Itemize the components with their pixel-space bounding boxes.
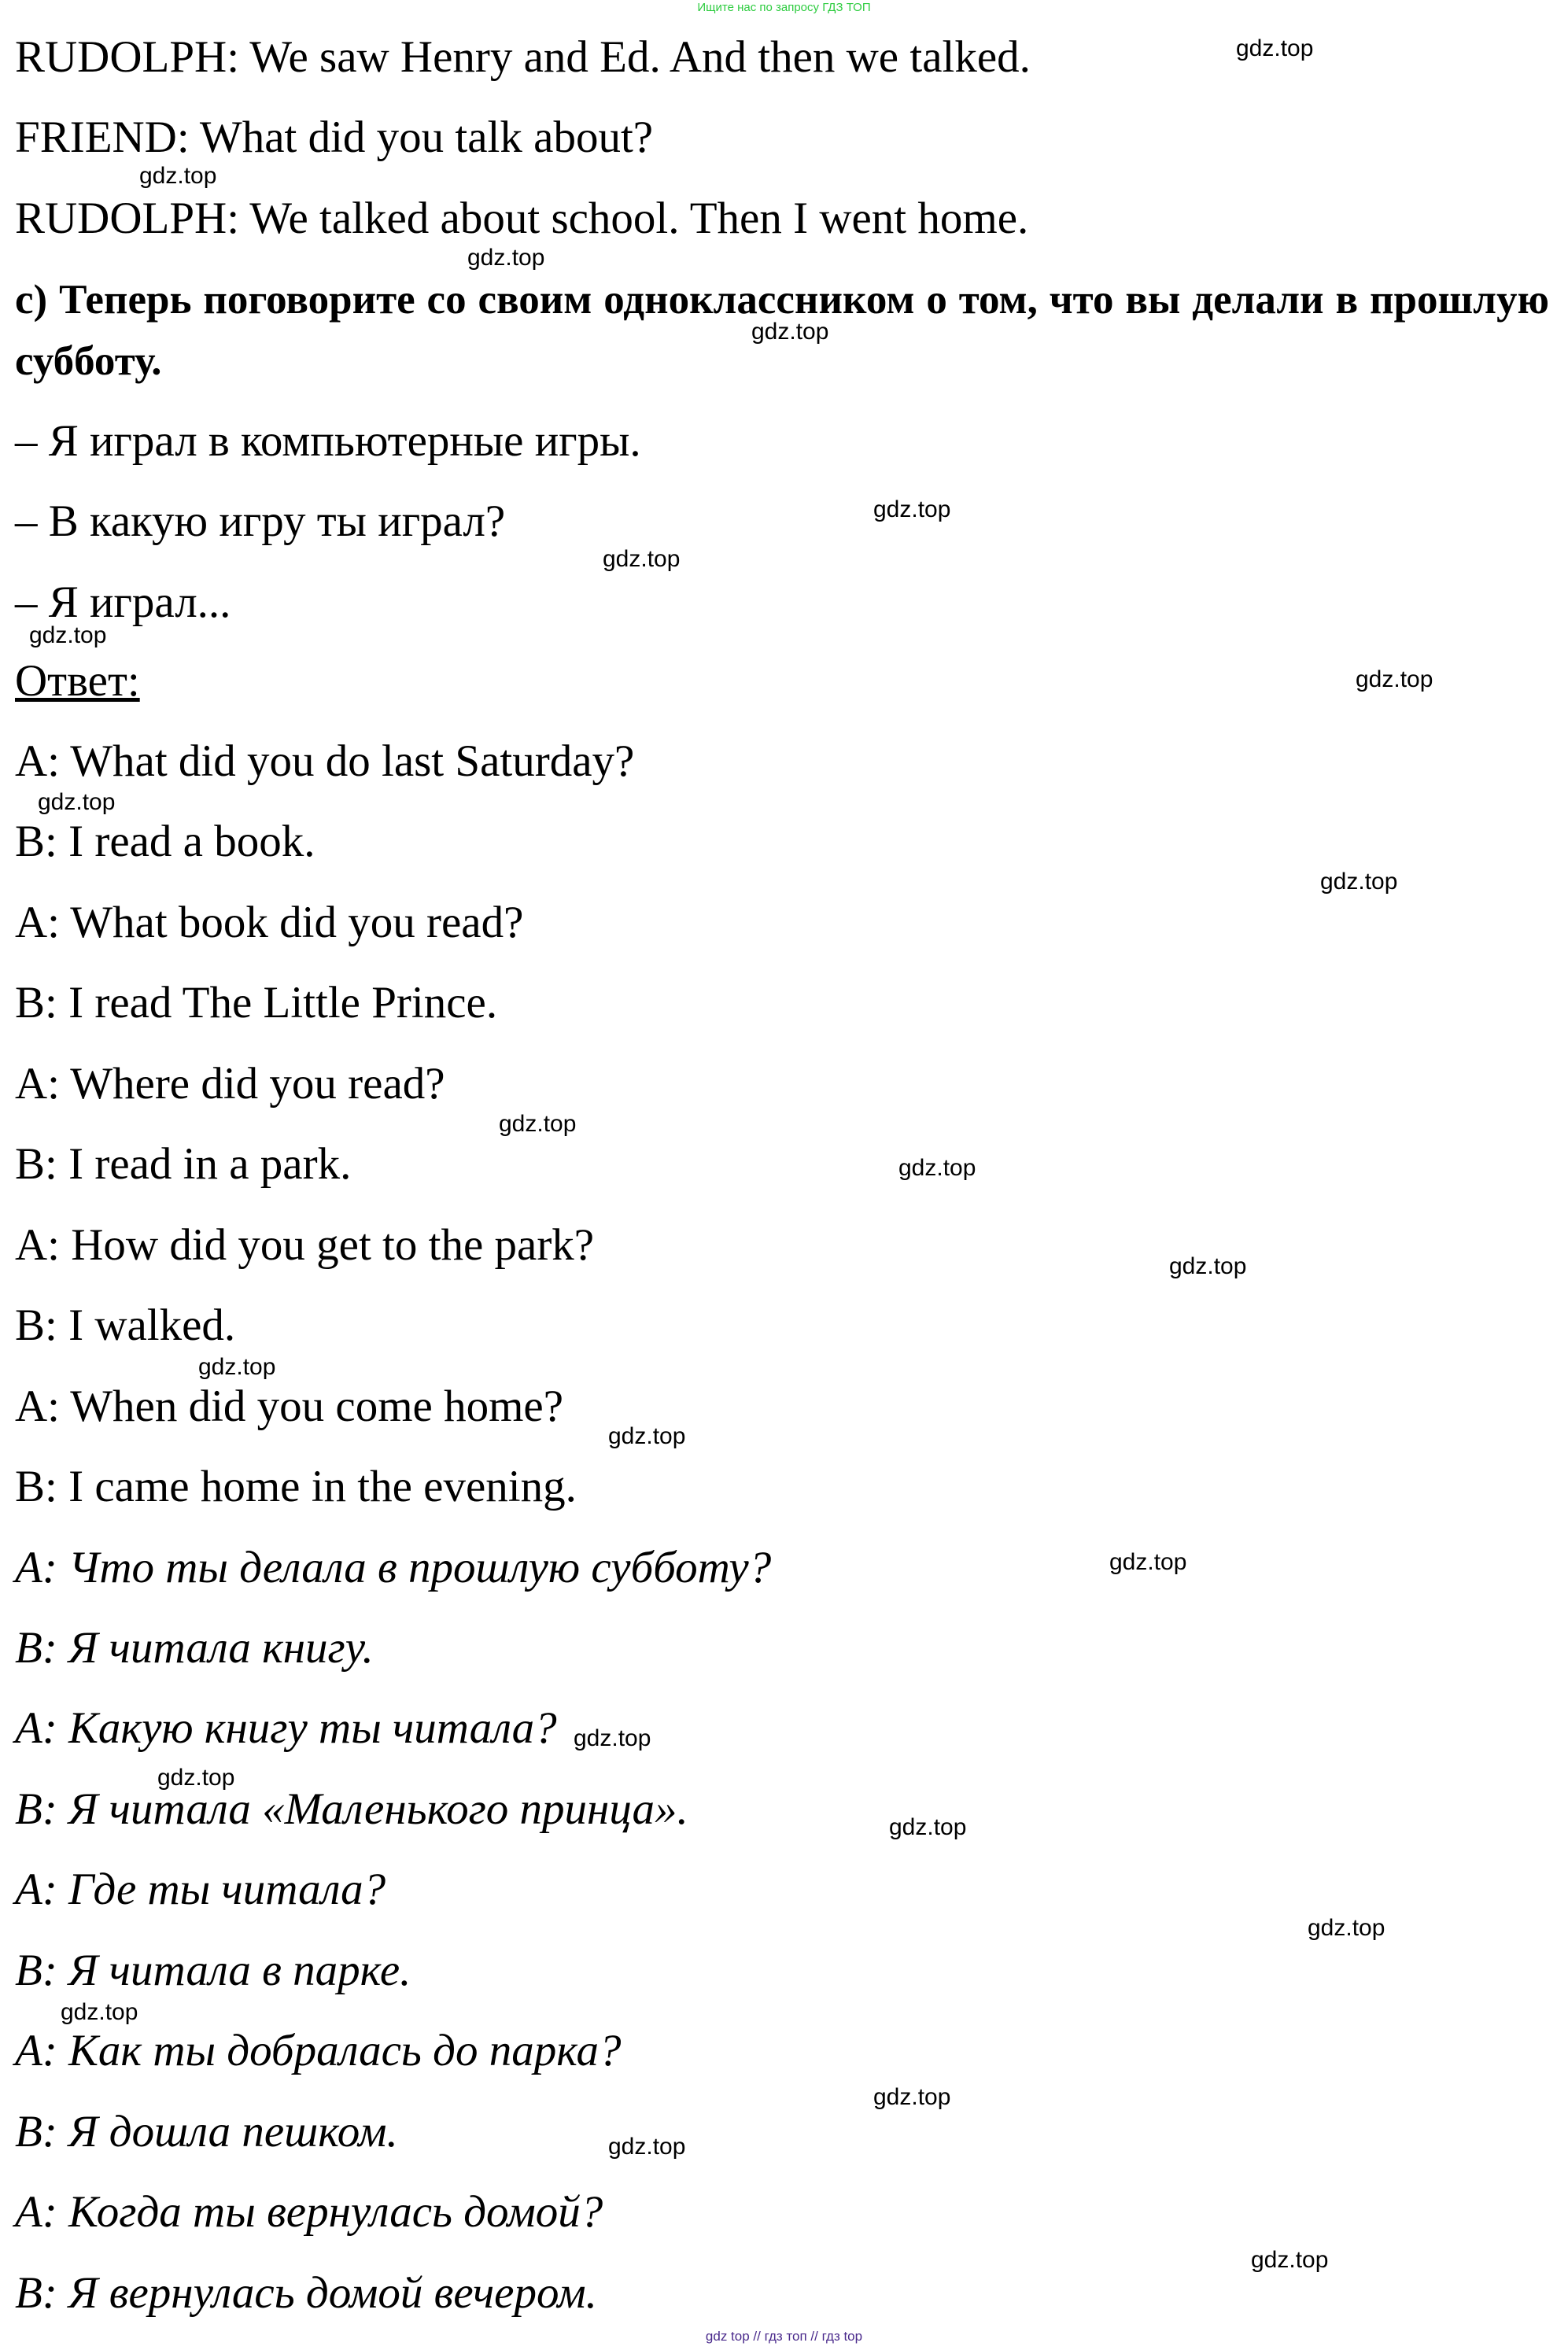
- dialogue-line-rudolph-2: RUDOLPH: We talked about school. Then I went home.: [15, 194, 1029, 243]
- watermark: gdz.top: [29, 622, 107, 648]
- watermark: gdz.top: [898, 1155, 976, 1181]
- russian-line-7: A: Как ты добралась до парка?: [15, 2026, 622, 2075]
- watermark: gdz.top: [499, 1111, 577, 1137]
- watermark: gdz.top: [157, 1765, 235, 1791]
- watermark: gdz.top: [1109, 1549, 1187, 1575]
- english-line-3: A: What book did you read?: [15, 898, 524, 947]
- watermark: gdz.top: [467, 245, 545, 271]
- english-line-4: B: I read The Little Prince.: [15, 978, 498, 1027]
- english-line-7: A: How did you get to the park?: [15, 1220, 595, 1270]
- watermark: gdz.top: [608, 2134, 686, 2160]
- russian-line-4: B: Я читала «Маленького принца».: [15, 1784, 688, 1834]
- english-line-1: A: What did you do last Saturday?: [15, 736, 635, 786]
- english-line-2: B: I read a book.: [15, 817, 315, 866]
- watermark: gdz.top: [751, 319, 829, 345]
- russian-line-5: A: Где ты читала?: [15, 1865, 386, 1914]
- example-line-1: – Я играл в компьютерные игры.: [15, 416, 641, 466]
- english-line-10: B: I came home in the evening.: [15, 1462, 577, 1511]
- watermark: gdz.top: [1356, 666, 1433, 692]
- russian-line-9: A: Когда ты вернулась домой?: [15, 2187, 603, 2237]
- watermark: gdz.top: [38, 789, 116, 815]
- watermark: gdz.top: [1251, 2247, 1329, 2273]
- watermark: gdz.top: [608, 1423, 686, 1449]
- watermark: gdz.top: [198, 1354, 276, 1380]
- watermark: gdz.top: [1308, 1915, 1385, 1941]
- watermark: gdz.top: [1320, 869, 1398, 895]
- russian-line-3: A: Какую книгу ты читала?: [15, 1703, 557, 1753]
- watermark: gdz.top: [1169, 1253, 1247, 1279]
- example-line-2: – В какую игру ты играл?: [15, 496, 506, 546]
- answer-label: Ответ:: [15, 656, 140, 706]
- watermark: gdz.top: [1236, 35, 1314, 61]
- watermark: gdz.top: [139, 163, 217, 189]
- watermark: gdz.top: [61, 1999, 138, 2025]
- example-line-3: – Я играл...: [15, 577, 231, 627]
- watermark: gdz.top: [574, 1725, 651, 1751]
- top-banner: Ищите нас по запросу ГДЗ ТОП: [697, 1, 871, 14]
- footer-banner: gdz top // гдз топ // гдз top: [705, 2329, 863, 2344]
- russian-line-2: B: Я читала книгу.: [15, 1623, 374, 1673]
- russian-line-10: B: Я вернулась домой вечером.: [15, 2268, 597, 2318]
- english-line-8: B: I walked.: [15, 1300, 236, 1350]
- english-line-5: A: Where did you read?: [15, 1059, 445, 1109]
- dialogue-line-friend: FRIEND: What did you talk about?: [15, 113, 654, 162]
- watermark: gdz.top: [889, 1814, 967, 1840]
- task-instruction: c) Теперь поговорите со своим одноклассником о том, что вы делали в прошлую субботу.: [15, 277, 1549, 384]
- russian-line-1: A: Что ты делала в прошлую субботу?: [15, 1543, 772, 1592]
- watermark: gdz.top: [873, 2084, 951, 2110]
- watermark: gdz.top: [603, 546, 681, 572]
- russian-line-8: B: Я дошла пешком.: [15, 2107, 398, 2156]
- watermark: gdz.top: [873, 496, 951, 522]
- russian-line-6: B: Я читала в парке.: [15, 1946, 411, 1995]
- english-line-6: B: I read in a park.: [15, 1139, 352, 1189]
- english-line-9: A: When did you come home?: [15, 1382, 564, 1431]
- dialogue-line-rudolph-1: RUDOLPH: We saw Henry and Ed. And then we talked.: [15, 32, 1031, 82]
